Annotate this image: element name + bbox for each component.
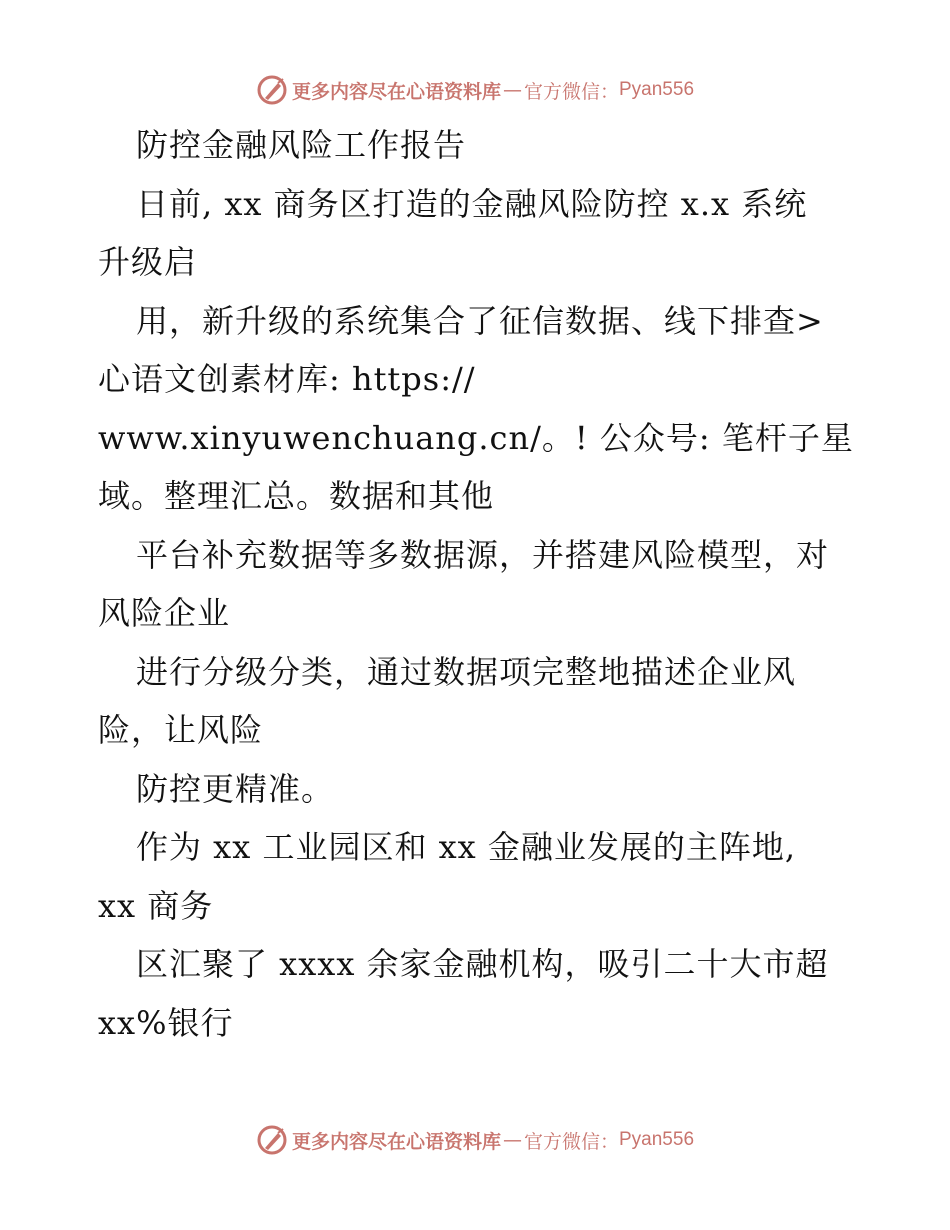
quill-logo-icon (256, 1124, 288, 1156)
document-body (98, 116, 858, 1052)
footer-watermark-banner (0, 1120, 950, 1160)
banner-wechat-id: Pyan556 (619, 79, 695, 100)
doc-line: 用，新升级的系统集合了征信数据、线下排查> (136, 301, 824, 340)
doc-line: xx 商务 (98, 886, 214, 925)
doc-line: 风险企业 (98, 594, 231, 632)
banner-dash: — (502, 1129, 522, 1151)
doc-line: 升级启 (98, 243, 198, 281)
doc-line: 日前, xx 商务区打造的金融风险防控 x.x 系统 (136, 184, 808, 223)
quill-logo-icon (256, 74, 288, 106)
doc-line: 作为 xx 工业园区和 xx 金融业发展的主阵地, (136, 828, 797, 866)
doc-line: 险，让风险 (98, 711, 264, 749)
banner-wechat-label: 官方微信： (523, 80, 619, 103)
banner-dash: — (502, 79, 522, 101)
doc-line: www.xinyuwenchuang.cn/。! 公众号: 笔杆子星 (98, 418, 854, 457)
doc-line: xx%银行 (98, 1003, 234, 1042)
doc-line: 进行分级分类，通过数据项完整地描述企业风 (136, 652, 797, 691)
doc-line: 心语文创素材库: https:// (98, 360, 476, 398)
doc-line: 防控金融风险工作报告 (136, 126, 467, 164)
doc-line: 域。整理汇总。数据和其他 (98, 477, 495, 515)
header-watermark-banner (0, 70, 950, 110)
banner-title: 更多内容尽在心语资料库 (291, 80, 501, 103)
doc-line: 平台补充数据等多数据源，并搭建风险模型，对 (136, 535, 830, 574)
doc-line: 区汇聚了 xxxx 余家金融机构，吸引二十大市超 (136, 945, 829, 983)
banner-wechat-id: Pyan556 (619, 1129, 695, 1150)
banner-wechat-label: 官方微信： (523, 1130, 619, 1153)
banner-title: 更多内容尽在心语资料库 (291, 1130, 501, 1153)
doc-line: 防控更精准。 (136, 769, 335, 808)
